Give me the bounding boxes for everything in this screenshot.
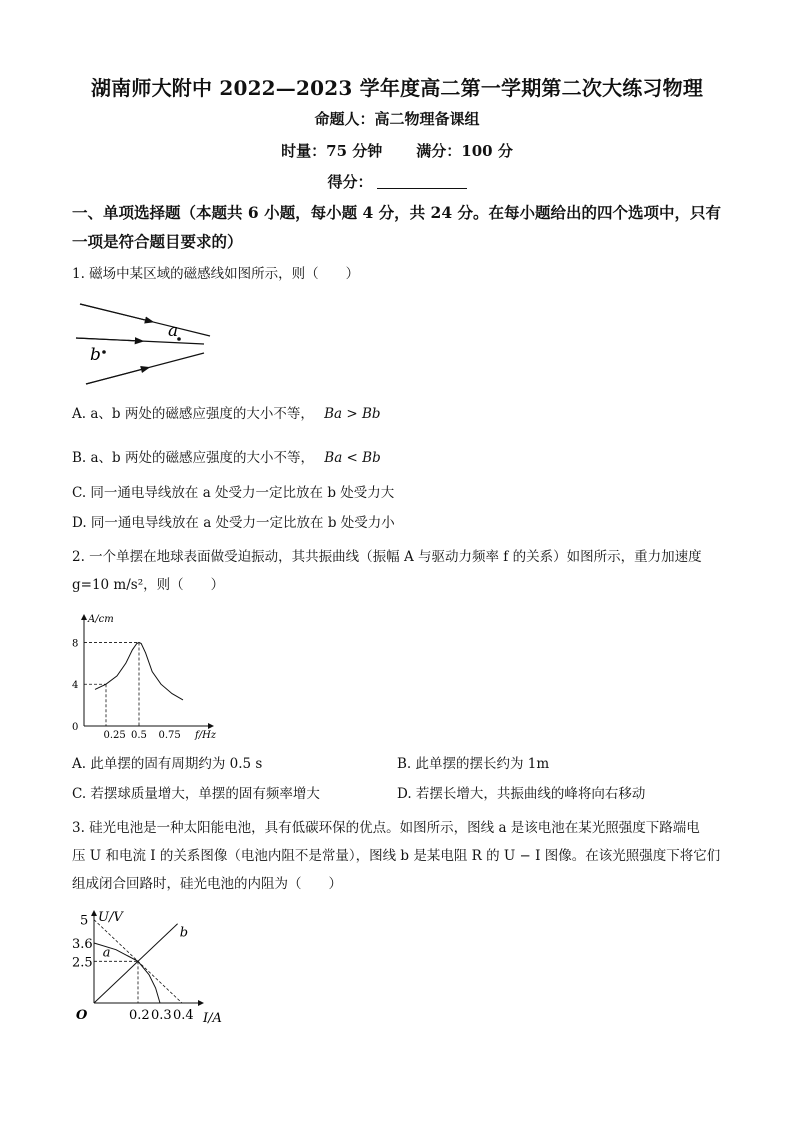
q2-y-tick-label: 4 [72,680,79,692]
q1-option-d[interactable]: D. 同一通电导线放在 a 处受力一定比放在 b 处受力小 [72,515,395,531]
q3-y-tick-label: 5 [80,913,89,929]
q2-y-axis-label: A/cm [88,614,114,625]
q3-origin-label: O [76,1008,88,1023]
q2-x-tick-label: 0.5 [131,730,147,741]
q3-curve-a-label: a [102,945,111,961]
q3-y-axis-label: U/V [98,910,123,925]
q2-y-tick-label: 0 [72,722,79,733]
q1-option-a[interactable]: A. a、b 两处的磁感应强度的大小不等， Ba > Bb [72,406,381,422]
q1-stem: 1. 磁场中某区域的磁感线如图所示，则（ ） [72,266,360,282]
q3-x-axis-label: I/A [203,1011,222,1025]
time-text: 时量：75 分钟 [281,142,383,160]
q2-option-d[interactable]: D. 若摆长增大，共振曲线的峰将向右移动 [397,786,646,802]
point-b-dot [102,350,106,354]
q3-line-b [94,924,178,1003]
q3-y-tick-label: 3.6 [72,937,93,952]
full-score-text: 满分：100 分 [416,142,513,160]
q2-x-axis-label: f/Hz [195,730,217,741]
q3-iv-chart [72,905,237,1025]
author-line: 命题人：高二物理备课组 [314,110,480,128]
score-line [0,171,794,192]
q2-option-c[interactable]: C. 若摆球质量增大，单摆的固有频率增大 [72,786,320,802]
q2-resonance-curve [95,642,183,700]
q2-option-b[interactable]: B. 此单摆的摆长约为 1m [397,756,550,772]
exam-title: 湖南师大附中 2022—2023 学年度高二第一学期第二次大练习物理 [90,76,704,100]
point-a-label: a [168,321,179,341]
score-label: 得分： [327,173,373,191]
q1-option-c[interactable]: C. 同一通电导线放在 a 处受力一定比放在 b 处受力大 [72,485,395,501]
q2-x-tick-label: 0.75 [158,730,181,741]
q3-line-b-label: b [179,925,189,941]
q3-stem: 3. 硅光电池是一种太阳能电池，具有低碳环保的优点。如图所示，图线 a 是该电池在某光照强度下路端电 压 U 和电流 I 的关系图像（电池内阻不是常量），图线 b 是某电阻 R 的 U − I 图像。在该光照强度下将它们 组成闭合回路时，硅光电池的内阻为（ ） [72,820,721,892]
q2-x-tick-label: 0.25 [103,730,126,741]
q2-resonance-chart [62,608,232,743]
q2-option-a[interactable]: A. 此单摆的固有周期约为 0.5 s [72,756,263,772]
section-heading: 一、单项选择题（本题共 6 小题，每小题 4 分，共 24 分。在每小题给出的四个选项中，只有 一项是符合题目要求的） [72,203,722,251]
q2-stem: 2. 一个单摆在地球表面做受迫振动，其共振曲线（振幅 A 与驱动力频率 f 的关系）如图所示，重力加速度 g=10 m/s²，则（ ） [72,549,702,593]
q2-x-axis-arrow [208,723,214,729]
q1-option-b[interactable]: B. a、b 两处的磁感应强度的大小不等， Ba < Bb [72,450,381,466]
q3-x-tick-label: 0.2 [129,1008,150,1023]
q1-option-b-formula: Ba < Bb [324,450,381,466]
q3-x-tick-label: 0.3 [151,1008,172,1023]
q3-x-tick-label: 0.4 [173,1008,194,1023]
q2-y-tick-label: 8 [72,638,79,650]
q1-option-a-formula: Ba > Bb [324,406,381,422]
q3-y-axis-arrow [91,910,97,916]
q1-field-lines-figure [72,296,222,391]
q3-x-axis-arrow [198,1000,204,1006]
q3-y-tick-label: 2.5 [72,955,93,971]
point-b-label: b [90,345,101,365]
time-score-line [0,140,794,161]
score-blank[interactable] [377,174,467,189]
q2-y-axis-arrow [81,614,87,620]
